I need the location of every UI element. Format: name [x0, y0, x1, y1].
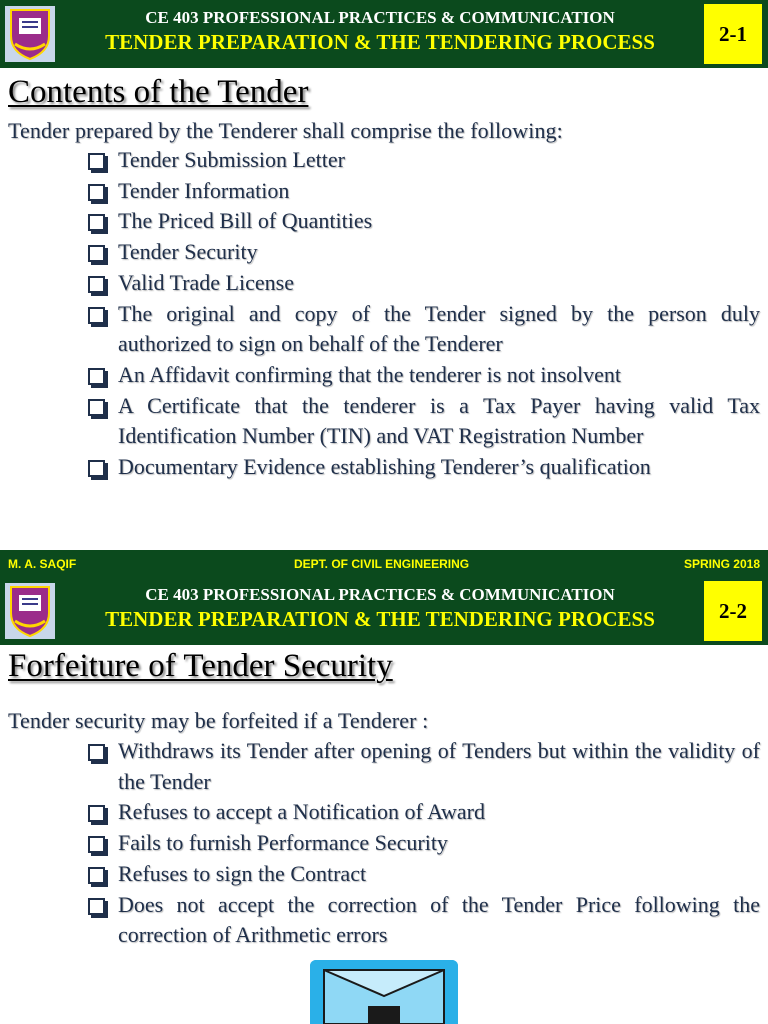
topic-title: TENDER PREPARATION & THE TENDERING PROCESS	[105, 607, 655, 631]
slide1-intro: Tender prepared by the Tenderer shall comprise the following:	[8, 118, 563, 143]
list-item: Fails to furnish Performance Security	[86, 828, 760, 859]
checkbox-icon	[88, 898, 105, 915]
checkbox-icon	[88, 307, 105, 324]
checkbox-icon	[88, 214, 105, 231]
list-item: Valid Trade License	[86, 268, 760, 299]
footer-author: M. A. SAQIF	[8, 557, 77, 571]
checkbox-icon	[88, 460, 105, 477]
list-item: Tender Information	[86, 176, 760, 207]
university-crest-icon	[5, 6, 55, 62]
checkbox-icon	[88, 276, 105, 293]
slide1-footer	[0, 550, 768, 577]
checkbox-icon	[88, 399, 105, 416]
checkbox-icon	[88, 153, 105, 170]
list-item: Withdraws its Tender after opening of Tenders but within the validity of the Tender	[86, 736, 760, 797]
slide1-item-list	[86, 145, 760, 483]
slide-number: 2-2	[704, 581, 762, 641]
list-item: Does not accept the correction of the Tender Price following the correction of Arithmetic errors	[86, 890, 760, 951]
list-item: Refuses to accept a Notification of Award	[86, 797, 760, 828]
slide2-item-list	[86, 736, 760, 951]
slide2-header	[0, 577, 768, 645]
checkbox-icon	[88, 744, 105, 761]
slide2-intro: Tender security may be forfeited if a Tenderer :	[8, 708, 429, 733]
university-crest-icon	[5, 583, 55, 639]
course-title: CE 403 PROFESSIONAL PRACTICES & COMMUNICATION	[145, 585, 615, 604]
list-item: Tender Submission Letter	[86, 145, 760, 176]
list-item: Documentary Evidence establishing Tenderer’s qualification	[86, 452, 760, 483]
slide1-header	[0, 0, 768, 68]
checkbox-icon	[88, 867, 105, 884]
list-item: Refuses to sign the Contract	[86, 859, 760, 890]
course-title: CE 403 PROFESSIONAL PRACTICES & COMMUNICATION	[145, 8, 615, 27]
list-item: The original and copy of the Tender signed by the person duly authorized to sign on behalf of the Tenderer	[86, 299, 760, 360]
slide-number: 2-1	[704, 4, 762, 64]
checkbox-icon	[88, 368, 105, 385]
topic-title: TENDER PREPARATION & THE TENDERING PROCESS	[105, 30, 655, 54]
checkbox-icon	[88, 836, 105, 853]
checkbox-icon	[88, 245, 105, 262]
list-item: An Affidavit confirming that the tenderer is not insolvent	[86, 360, 760, 391]
list-item: Tender Security	[86, 237, 760, 268]
list-item: A Certificate that the tenderer is a Tax Payer having valid Tax Identification Number (TIN) and VAT Registration Number	[86, 391, 760, 452]
slide2-title: Forfeiture of Tender Security	[8, 648, 393, 684]
footer-department: DEPT. OF CIVIL ENGINEERING	[294, 557, 470, 571]
slide1-title: Contents of the Tender	[8, 74, 309, 110]
checkbox-icon	[88, 805, 105, 822]
list-item: The Priced Bill of Quantities	[86, 206, 760, 237]
ballot-box-icon	[310, 960, 458, 1024]
footer-term: SPRING 2018	[683, 557, 760, 571]
checkbox-icon	[88, 184, 105, 201]
